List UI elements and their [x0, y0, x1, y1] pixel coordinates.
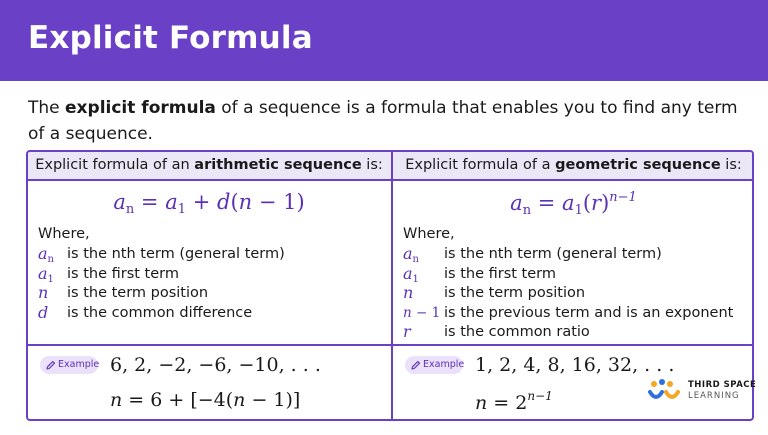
definition-text: is the term position — [67, 285, 209, 301]
intro-suffix: of a sequence is a formula that enables you to find any term of a sequence. — [28, 98, 738, 144]
example-label: Example — [423, 359, 465, 370]
logo-mark-icon — [648, 378, 686, 406]
page-title: Explicit Formula — [28, 20, 313, 56]
symbol-n: n — [38, 283, 49, 302]
arithmetic-example-sequence: 6, 2, −2, −6, −10, . . . — [110, 354, 321, 376]
arithmetic-column — [28, 152, 390, 419]
pencil-icon — [411, 360, 421, 370]
geometric-heading-prefix: Explicit formula of a — [405, 157, 556, 173]
definition-text: is the previous term and is an exponent — [444, 304, 734, 321]
symbol-a-n: $a_n$ — [403, 244, 419, 265]
definition-text: is the nth term (general term) — [444, 246, 662, 262]
symbol-r: r — [403, 322, 411, 341]
symbol-n-minus-1: n − 1 — [403, 304, 441, 321]
example-badge — [40, 356, 98, 374]
logo-line-1: THIRD SPACE — [688, 380, 757, 390]
geometric-where: Where, — [403, 226, 455, 242]
symbol-a-1: $a_1$ — [38, 263, 54, 285]
arithmetic-heading-suffix: is: — [361, 157, 383, 173]
symbol-a-n: $a_n$ — [38, 244, 54, 265]
arithmetic-heading-bold: arithmetic sequence — [194, 157, 362, 173]
intro-bold-term: explicit formula — [65, 98, 216, 118]
symbol-a-1: $a_1$ — [403, 263, 419, 285]
arithmetic-heading-prefix: Explicit formula of an — [35, 157, 195, 173]
arithmetic-example-formula: n = 6 + [−4(n − 1)] — [110, 389, 301, 411]
geometric-heading-suffix: is: — [720, 157, 742, 173]
example-badge — [405, 356, 463, 374]
symbol-n: n — [403, 283, 414, 302]
definition-text: is the nth term (general term) — [67, 246, 285, 262]
symbol-d: d — [38, 302, 49, 322]
formula-table — [26, 150, 757, 421]
third-space-learning-logo — [648, 378, 758, 406]
logo-line-2: LEARNING — [688, 391, 740, 401]
definition-text: is the term position — [444, 285, 586, 301]
geometric-heading-bold: geometric sequence — [555, 157, 721, 173]
geometric-example-sequence: 1, 2, 4, 8, 16, 32, . . . — [475, 354, 675, 376]
pencil-icon — [46, 360, 56, 370]
arithmetic-heading — [28, 157, 390, 173]
geometric-formula: $a_n = a_1(r)^{n-1}$ — [510, 190, 637, 218]
geometric-example-formula: $n = 2^{n-1}$ — [475, 389, 553, 414]
logo-text — [688, 380, 756, 402]
intro-paragraph — [28, 95, 748, 147]
arithmetic-where: Where, — [38, 226, 90, 242]
page-header — [0, 0, 768, 81]
definition-text: is the first term — [67, 265, 179, 282]
arithmetic-formula: $a_n = a_1 + d(n - 1)$ — [113, 190, 305, 217]
geometric-heading — [393, 157, 754, 173]
definition-text: is the common difference — [67, 304, 253, 321]
example-label: Example — [58, 359, 100, 370]
intro-prefix: The — [28, 98, 66, 118]
definition-text: is the first term — [444, 265, 556, 282]
definition-text: is the common ratio — [444, 324, 590, 340]
